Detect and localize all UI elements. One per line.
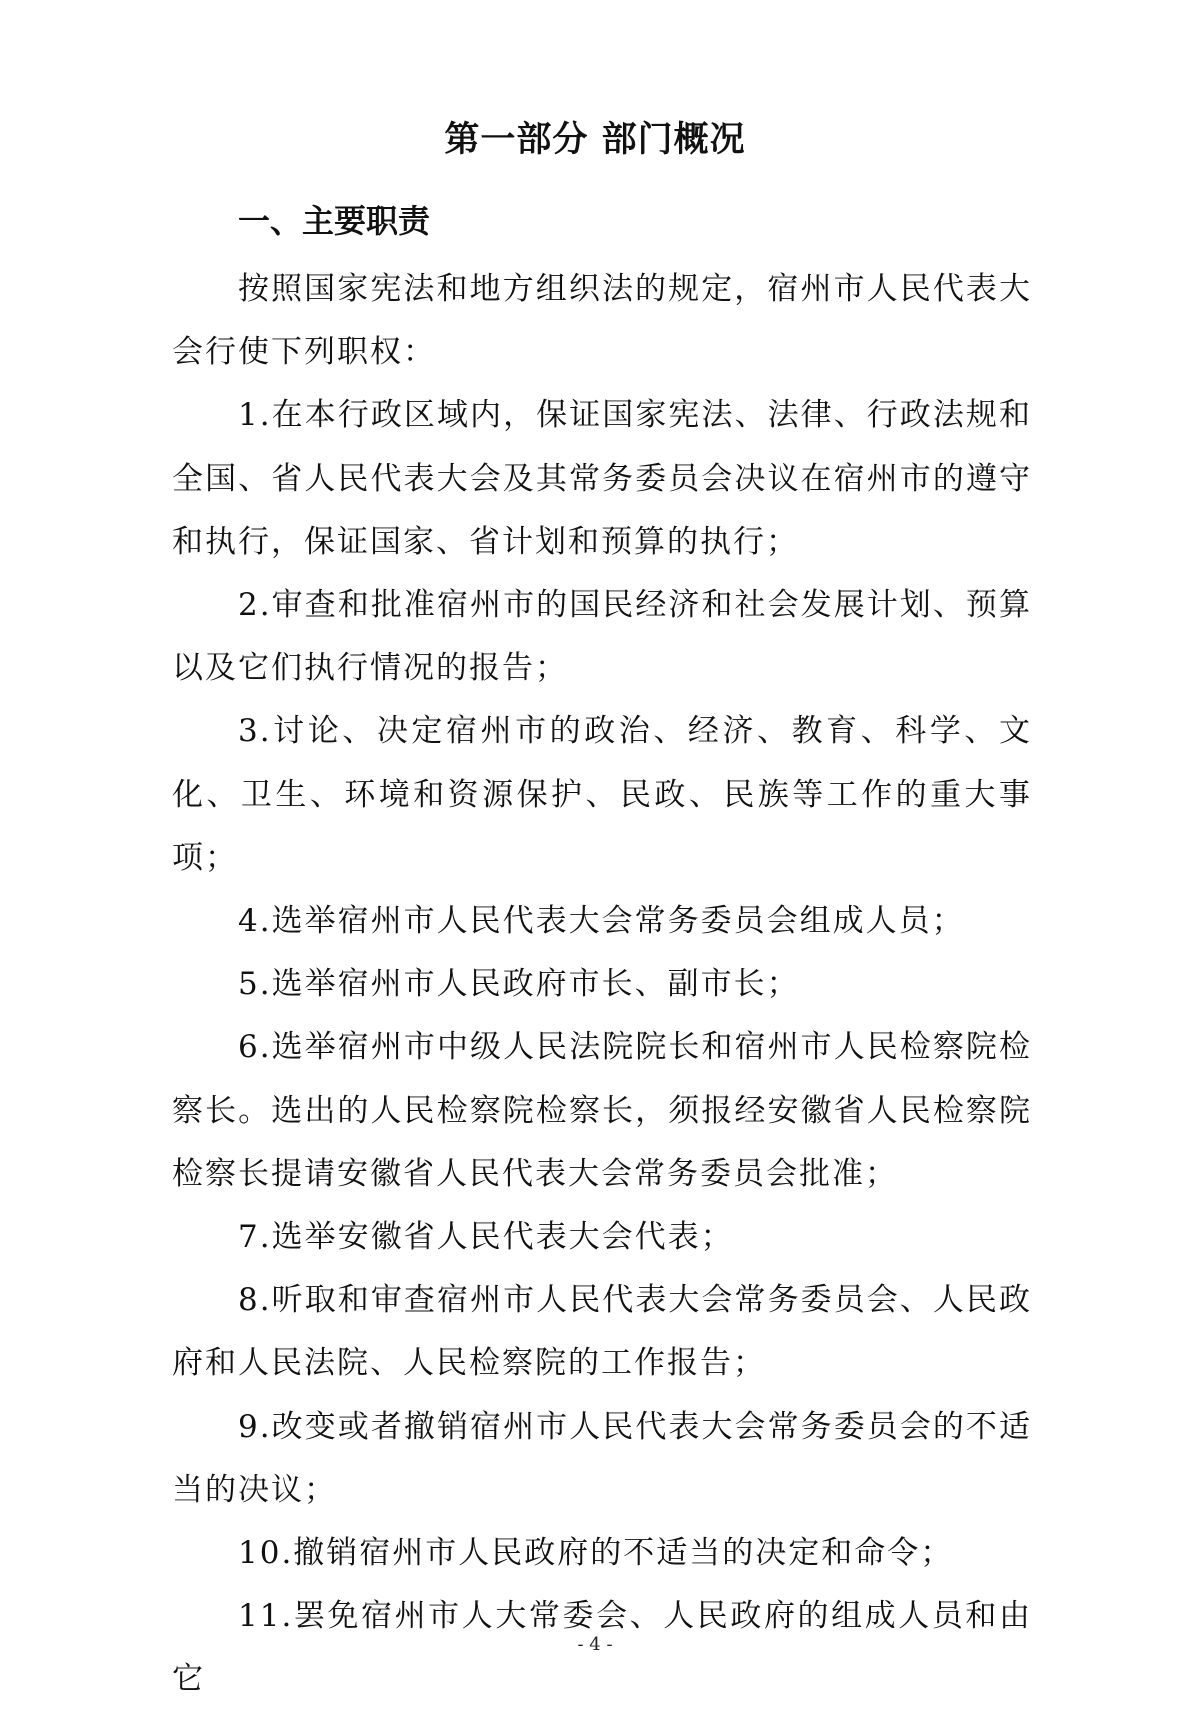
- paragraph-item-9: 9.改变或者撤销宿州市人民代表大会常务委员会的不适当的决议；: [172, 1408, 1032, 1508]
- page-number: - 4 -: [577, 1634, 613, 1655]
- paragraph-intro: 按照国家宪法和地方组织法的规定，宿州市人民代表大会行使下列职权：: [172, 271, 1032, 371]
- paragraph-item-4: 4.选举宿州市人民代表大会常务委员会组成人员；: [238, 903, 965, 940]
- paragraph-item-7: 7.选举安徽省人民代表大会代表；: [238, 1219, 734, 1256]
- section-heading: 一、主要职责: [238, 202, 431, 240]
- paragraph-item-2: 2.审查和批准宿州市的国民经济和社会发展计划、预算以及它们执行情况的报告；: [172, 587, 1032, 687]
- paragraph-item-10: 10.撤销宿州市人民政府的不适当的决定和命令；: [238, 1535, 954, 1572]
- paragraph-item-8: 8.听取和审查宿州市人民代表大会常务委员会、人民政府和人民法院、人民检察院的工作报告；: [172, 1282, 1032, 1382]
- paragraph-item-5: 5.选举宿州市人民政府市长、副市长；: [238, 966, 800, 1003]
- page-title: 第一部分 部门概况: [444, 120, 746, 160]
- paragraph-item-6: 6.选举宿州市中级人民法院院长和宿州市人民检察院检察长。选出的人民检察院检察长，须报经安徽省人民检察院检察长提请安徽省人民代表大会常务委员会批准；: [172, 1029, 1032, 1192]
- paragraph-item-3: 3.讨论、决定宿州市的政治、经济、教育、科学、文化、卫生、环境和资源保护、民政、民族等工作的重大事项；: [172, 713, 1032, 876]
- paragraph-item-1: 1.在本行政区域内，保证国家宪法、法律、行政法规和全国、省人民代表大会及其常务委员会决议在宿州市的遵守和执行，保证国家、省计划和预算的执行；: [172, 397, 1032, 560]
- body-text: [172, 258, 1032, 1712]
- paragraph-item-11: 11.罢免宿州市人大常委会、人民政府的组成人员和由它: [172, 1598, 1032, 1698]
